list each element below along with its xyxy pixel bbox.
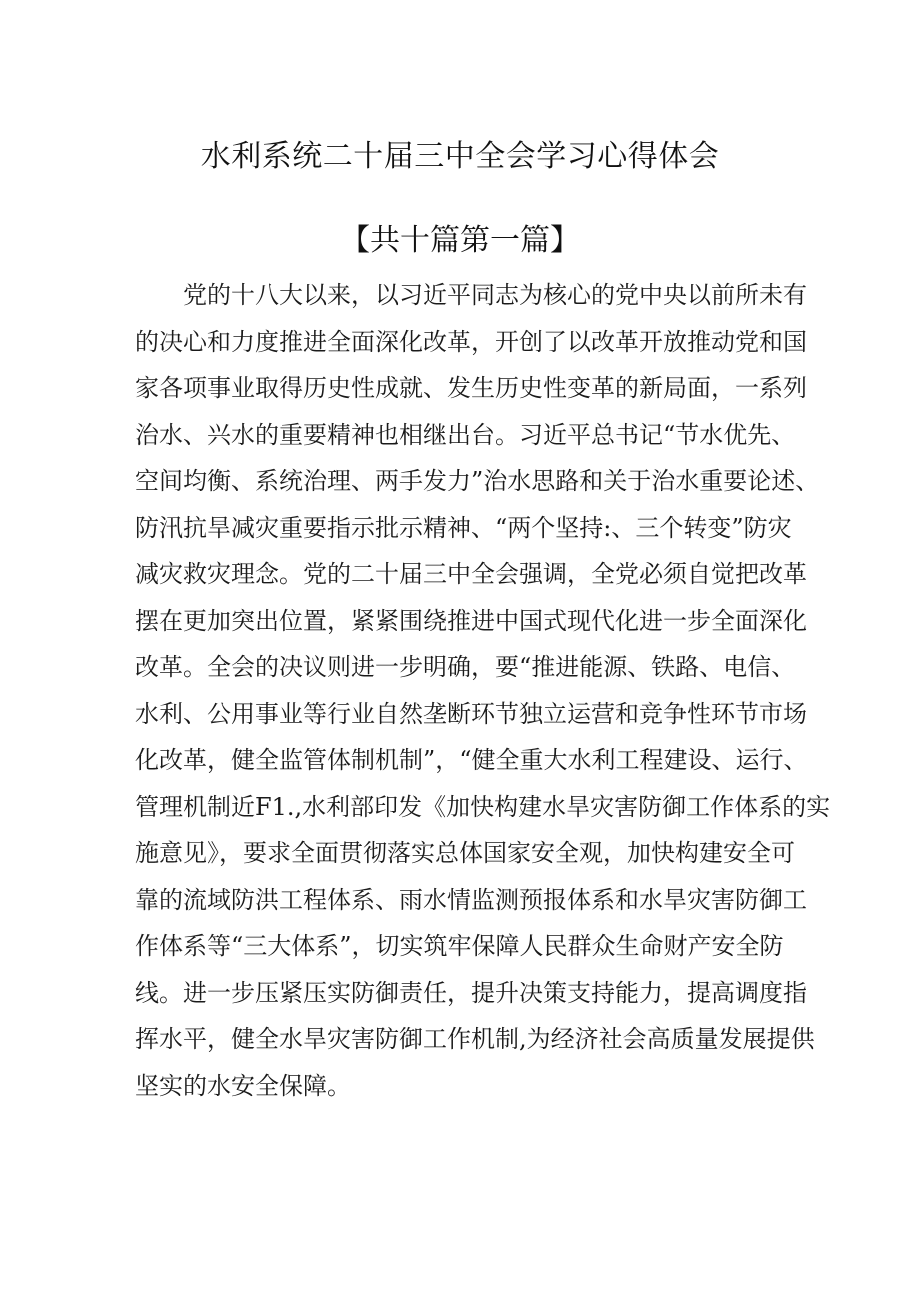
body-line: 空间均衡、系统治理、两手发力”治水思路和关于治水重要论述、 [135, 467, 820, 495]
document-title: 水利系统二十届三中全会学习心得体会 [200, 139, 720, 174]
body-line: 化改革，健全监管体制机制”，“健全重大水利工程建设、运行、 [135, 746, 808, 774]
body-line: 的决心和力度推进全面深化改革，开创了以改革开放推动党和国 [135, 327, 807, 356]
body-paragraph [135, 272, 831, 1109]
document-subtitle: 【共十篇第一篇】 [340, 223, 580, 258]
body-line: 水利、公用事业等行业自然垄断环节独立运营和竞争性环节市场 [135, 699, 807, 728]
body-line: 防汛抗旱减灾重要指示批示精神、“两个坚持:、三个转变”防灾 [135, 513, 792, 542]
body-line: 线。进一步压紧压实防御责任，提升决策支持能力，提高调度指 [135, 978, 807, 1007]
body-line: 减灾救灾理念。党的二十届三中全会强调，全党必须自觉把改革 [135, 560, 807, 588]
body-line: 挥水平，健全水旱灾害防御工作机制,为经济社会高质量发展提供 [135, 1025, 815, 1053]
body-line: 施意见》，要求全面贯彻落实总体国家安全观，加快构建安全可 [135, 839, 795, 867]
body-line: 改革。全会的决议则进一步明确，要“推进能源、铁路、电信、 [135, 653, 796, 681]
body-line: 治水、兴水的重要精神也相继出台。习近平总书记“节水优先、 [135, 420, 796, 449]
body-line: 靠的流域防洪工程体系、雨水情监测预报体系和水旱灾害防御工 [135, 885, 807, 914]
body-line: 摆在更加突出位置，紧紧围绕推进中国式现代化进一步全面深化 [135, 606, 807, 635]
body-line: 家各项事业取得历史性成就、发生历史性变革的新局面，一系列 [135, 374, 807, 402]
body-line: 管理机制近F1.,水利部印发《加快构建水旱灾害防御工作体系的实 [135, 792, 831, 821]
body-line: 党的十八大以来，以习近平同志为核心的党中央以前所未有 [135, 281, 807, 309]
body-line: 作体系等“三大体系”，切实筑牢保障人民群众生命财产安全防 [135, 932, 784, 960]
body-line: 坚实的水安全保障。 [135, 1071, 351, 1100]
